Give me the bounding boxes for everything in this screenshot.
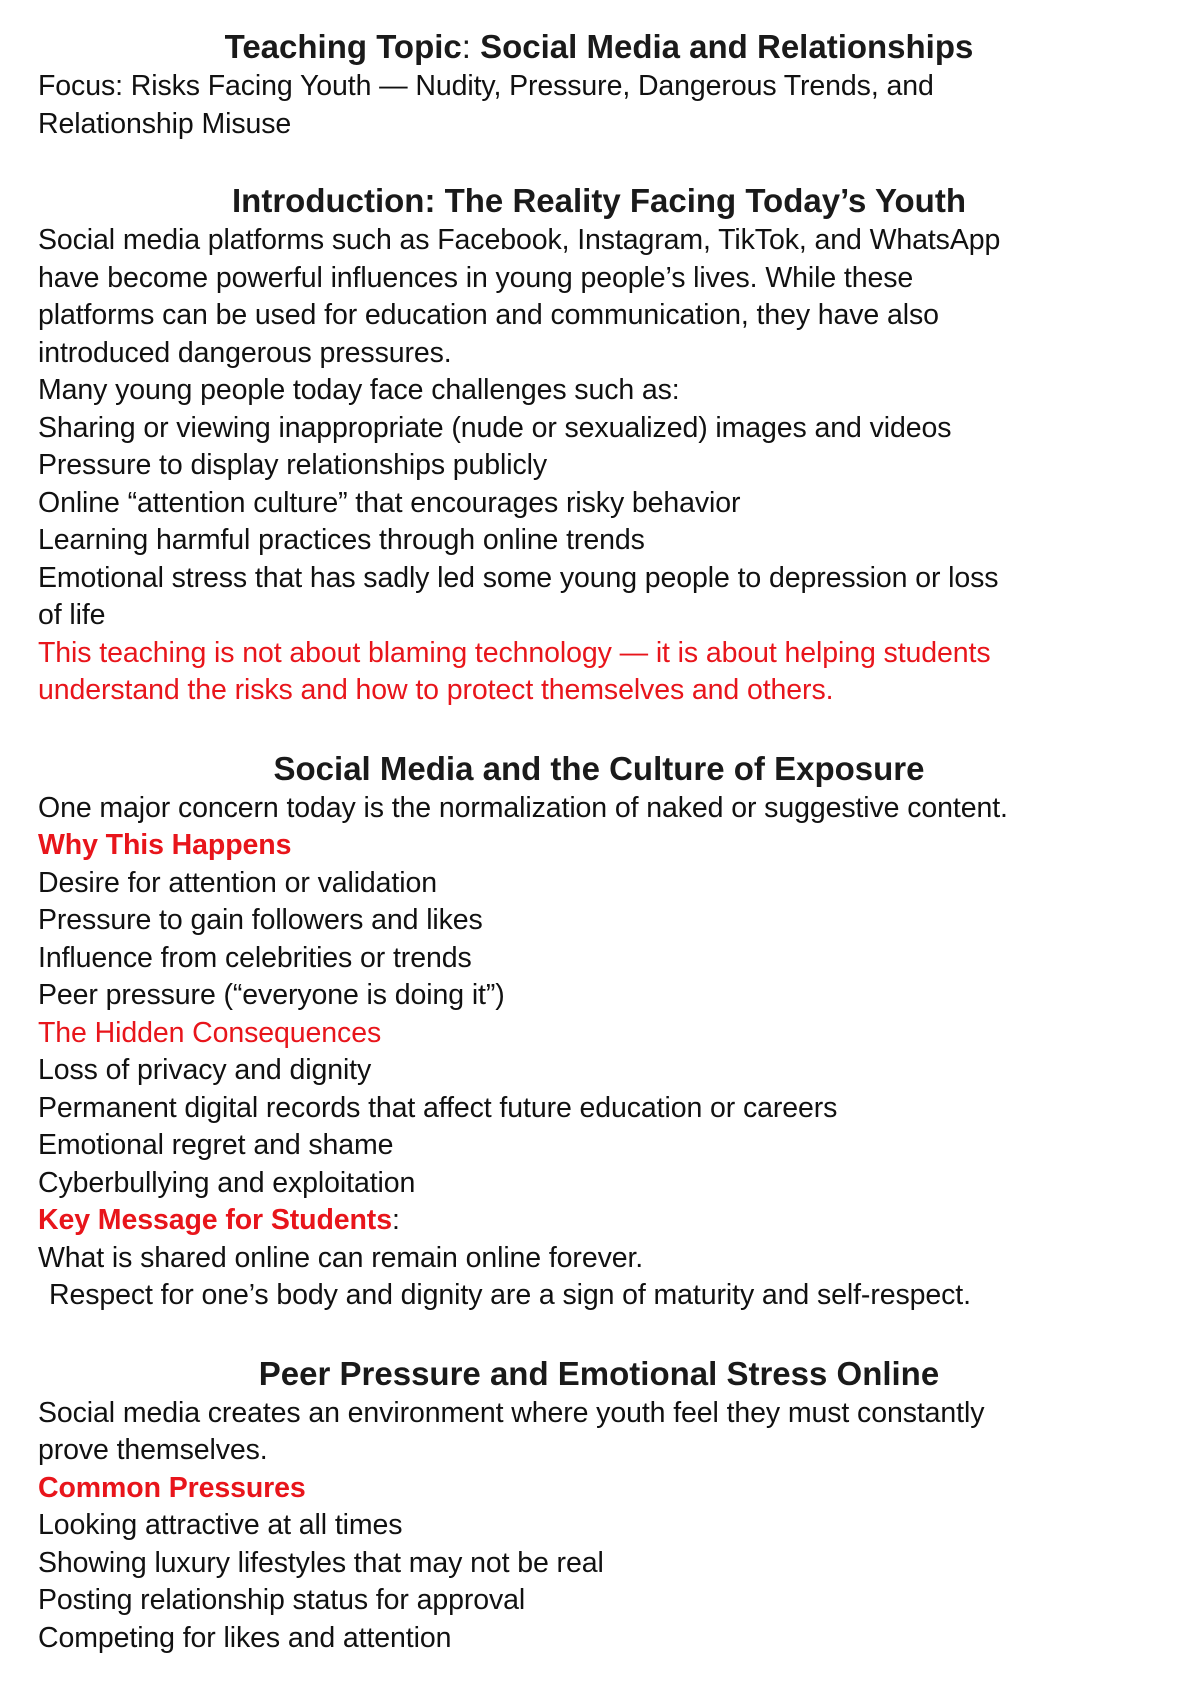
pressure-item: Looking attractive at all times (38, 1509, 403, 1541)
key-message-label: Key Message for Students (38, 1204, 392, 1236)
title-colon: : (461, 28, 471, 65)
peer-heading: Peer Pressure and Emotional Stress Online (258, 1354, 940, 1392)
peer-intro-line: Social media creates an environment where youth feel they must constantly (38, 1396, 985, 1429)
key-message-heading (38, 1202, 1160, 1240)
intro-line: Learning harmful practices through online trends (38, 524, 645, 556)
intro-note-line: This teaching is not about blaming technology — it is about helping students (38, 636, 991, 669)
exposure-intro: One major concern today is the normalization of naked or suggestive content. (38, 791, 1008, 824)
focus-line-2: Relationship Misuse (38, 107, 292, 140)
title-part1: Teaching Topic (224, 28, 462, 65)
pressures-heading: Common Pressures (38, 1471, 306, 1504)
why-item: Peer pressure (“everyone is doing it”) (38, 979, 505, 1011)
why-item: Desire for attention or validation (38, 866, 437, 899)
intro-line: Emotional stress that has sadly led some young people to depression or loss (38, 561, 999, 594)
intro-line: Many young people today face challenges such as: (38, 374, 680, 406)
consequence-item: Cyberbullying and exploitation (38, 1166, 416, 1199)
page-title (38, 26, 1160, 68)
pressure-item: Competing for likes and attention (38, 1621, 452, 1654)
exposure-heading: Social Media and the Culture of Exposure (273, 749, 925, 787)
key-message-colon: : (391, 1204, 400, 1236)
why-item: Pressure to gain followers and likes (38, 904, 483, 936)
why-item: Influence from celebrities or trends (38, 941, 472, 974)
peer-intro-line: prove themselves. (38, 1434, 268, 1466)
intro-note-line: understand the risks and how to protect themselves and others. (38, 674, 834, 706)
intro-line: Social media platforms such as Facebook, Instagram, TikTok, and WhatsApp (38, 224, 1001, 256)
focus-line-1: Focus: Risks Facing Youth — Nudity, Pressure, Dangerous Trends, and (38, 70, 934, 102)
intro-line: of life (38, 599, 106, 631)
consequence-item: Emotional regret and shame (38, 1129, 394, 1161)
key-message-line: What is shared online can remain online forever. (38, 1241, 644, 1274)
pressure-item: Posting relationship status for approval (38, 1584, 526, 1616)
intro-heading: Introduction: The Reality Facing Today’s Youth (232, 182, 966, 219)
intro-line: have become powerful influences in young people’s lives. While these (38, 261, 914, 294)
intro-line: Pressure to display relationships publicly (38, 449, 548, 481)
intro-line: introduced dangerous pressures. (38, 336, 452, 369)
intro-line: Sharing or viewing inappropriate (nude or sexualized) images and videos (38, 411, 952, 444)
key-message-line: Respect for one’s body and dignity are a sign of maturity and self-respect. (49, 1279, 971, 1311)
intro-line: Online “attention culture” that encourages risky behavior (38, 486, 741, 519)
consequences-heading: The Hidden Consequences (38, 1016, 382, 1049)
title-part2: Social Media and Relationships (470, 28, 974, 65)
consequence-item: Loss of privacy and dignity (38, 1054, 372, 1086)
intro-line: platforms can be used for education and communication, they have also (38, 299, 939, 331)
why-heading: Why This Happens (38, 829, 292, 861)
consequence-item: Permanent digital records that affect future education or careers (38, 1091, 838, 1124)
pressure-item: Showing luxury lifestyles that may not be real (38, 1546, 604, 1579)
